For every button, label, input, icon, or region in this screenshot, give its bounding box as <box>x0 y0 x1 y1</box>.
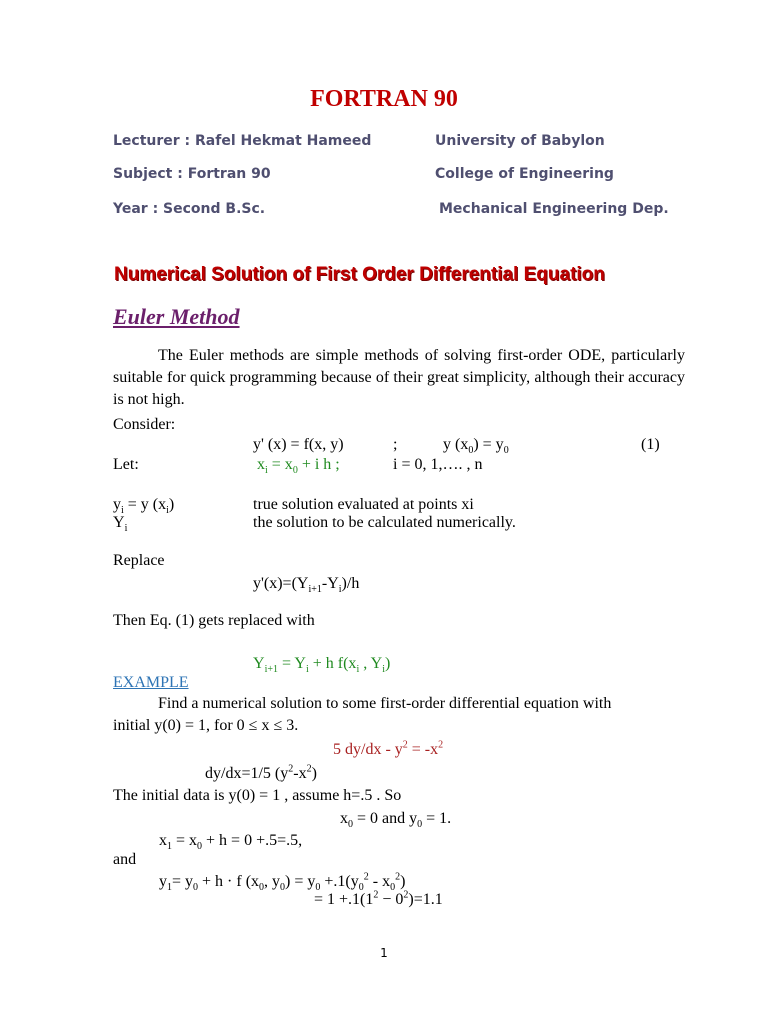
let-label: Let: <box>113 456 139 473</box>
page-title: FORTRAN 90 <box>310 86 458 112</box>
true-solution-description: true solution evaluated at points xi <box>253 496 474 513</box>
lecturer-label: Lecturer : Rafel Hekmat Hameed <box>113 133 372 149</box>
y1-result: = $1 +.1(1^2 - 0^2)=1.1$ <box>314 889 443 908</box>
ode-equation: 5 $dy/dx - y^2 = -x^2$ <box>333 739 444 758</box>
subject-label: Subject : Fortran 90 <box>113 166 271 182</box>
and-label: and <box>113 851 137 868</box>
example-heading: EXAMPLE <box>113 674 189 691</box>
intro-paragraph: The Euler methods are simple methods of solving first-order ODE, particularly suitable for quick programming because of their great simplicity, although their accuracy is not high. <box>113 347 685 408</box>
x1-computation: $x_1 = x_0 + h = 0 +.5=.5$, <box>159 832 303 853</box>
numerical-solution-symbol: $Y_i$ <box>113 514 128 535</box>
replace-label: Replace <box>113 552 165 569</box>
college-label: College of Engineering <box>435 166 614 182</box>
example-text: Find a numerical solution to some first-order differential equation with <box>158 695 612 712</box>
example-text-2: initial y(0) = 1, for 0 ≤ x ≤ 3. <box>113 717 299 734</box>
year-label: Year : Second B.Sc. <box>113 201 266 217</box>
department-label: Mechanical Engineering Dep. <box>439 201 669 217</box>
initial-data-text: The initial data is y(0) = 1 , assume h=.5 . So <box>113 787 402 804</box>
numerical-solution-description: the solution to be calculated numerically. <box>253 514 516 531</box>
consider-label: Consider: <box>113 416 176 433</box>
grid-point-equation: $x_i = x_0 + i$ h ; <box>257 456 340 477</box>
page-number: 1 <box>380 946 388 960</box>
method-title: Euler Method <box>113 304 240 329</box>
difference-equation: $y'(x)=(Y_{i+1}-Y_i)/h$ <box>253 575 360 596</box>
university-label: University of Babylon <box>435 133 605 149</box>
equation-1-initial-condition: y $(x_0) = y_0$ <box>443 436 509 457</box>
euler-formula: $Y_{i+1} = Y_i + h$ $f(x_i$ , $Y_i$) <box>253 655 391 676</box>
section-title: Numerical Solution of First Order Differential Equation <box>114 264 605 285</box>
equation-1-separator: ; <box>393 436 398 453</box>
then-label: Then Eq. (1) gets replaced with <box>113 612 315 629</box>
initial-values: $x_0 = 0$ and $y_0 = 1$. <box>340 810 452 831</box>
equation-1-lhs: y' (x) = f(x, y) <box>253 436 344 453</box>
index-range: i = 0, 1,…. , n <box>393 456 483 473</box>
equation-1-number: (1) <box>641 436 660 453</box>
true-solution-symbol: $y_i = y$ $(x_i)$ <box>113 496 175 517</box>
y1-computation: $y_1= y_0 + h \cdot f$ ($x_0$, $y_0) = y_0 +.1(y_0^2 - x_0^2)$ <box>159 871 406 894</box>
ode-rearranged: dy/dx=1/5 $(y^2-x^2)$ <box>205 763 317 782</box>
